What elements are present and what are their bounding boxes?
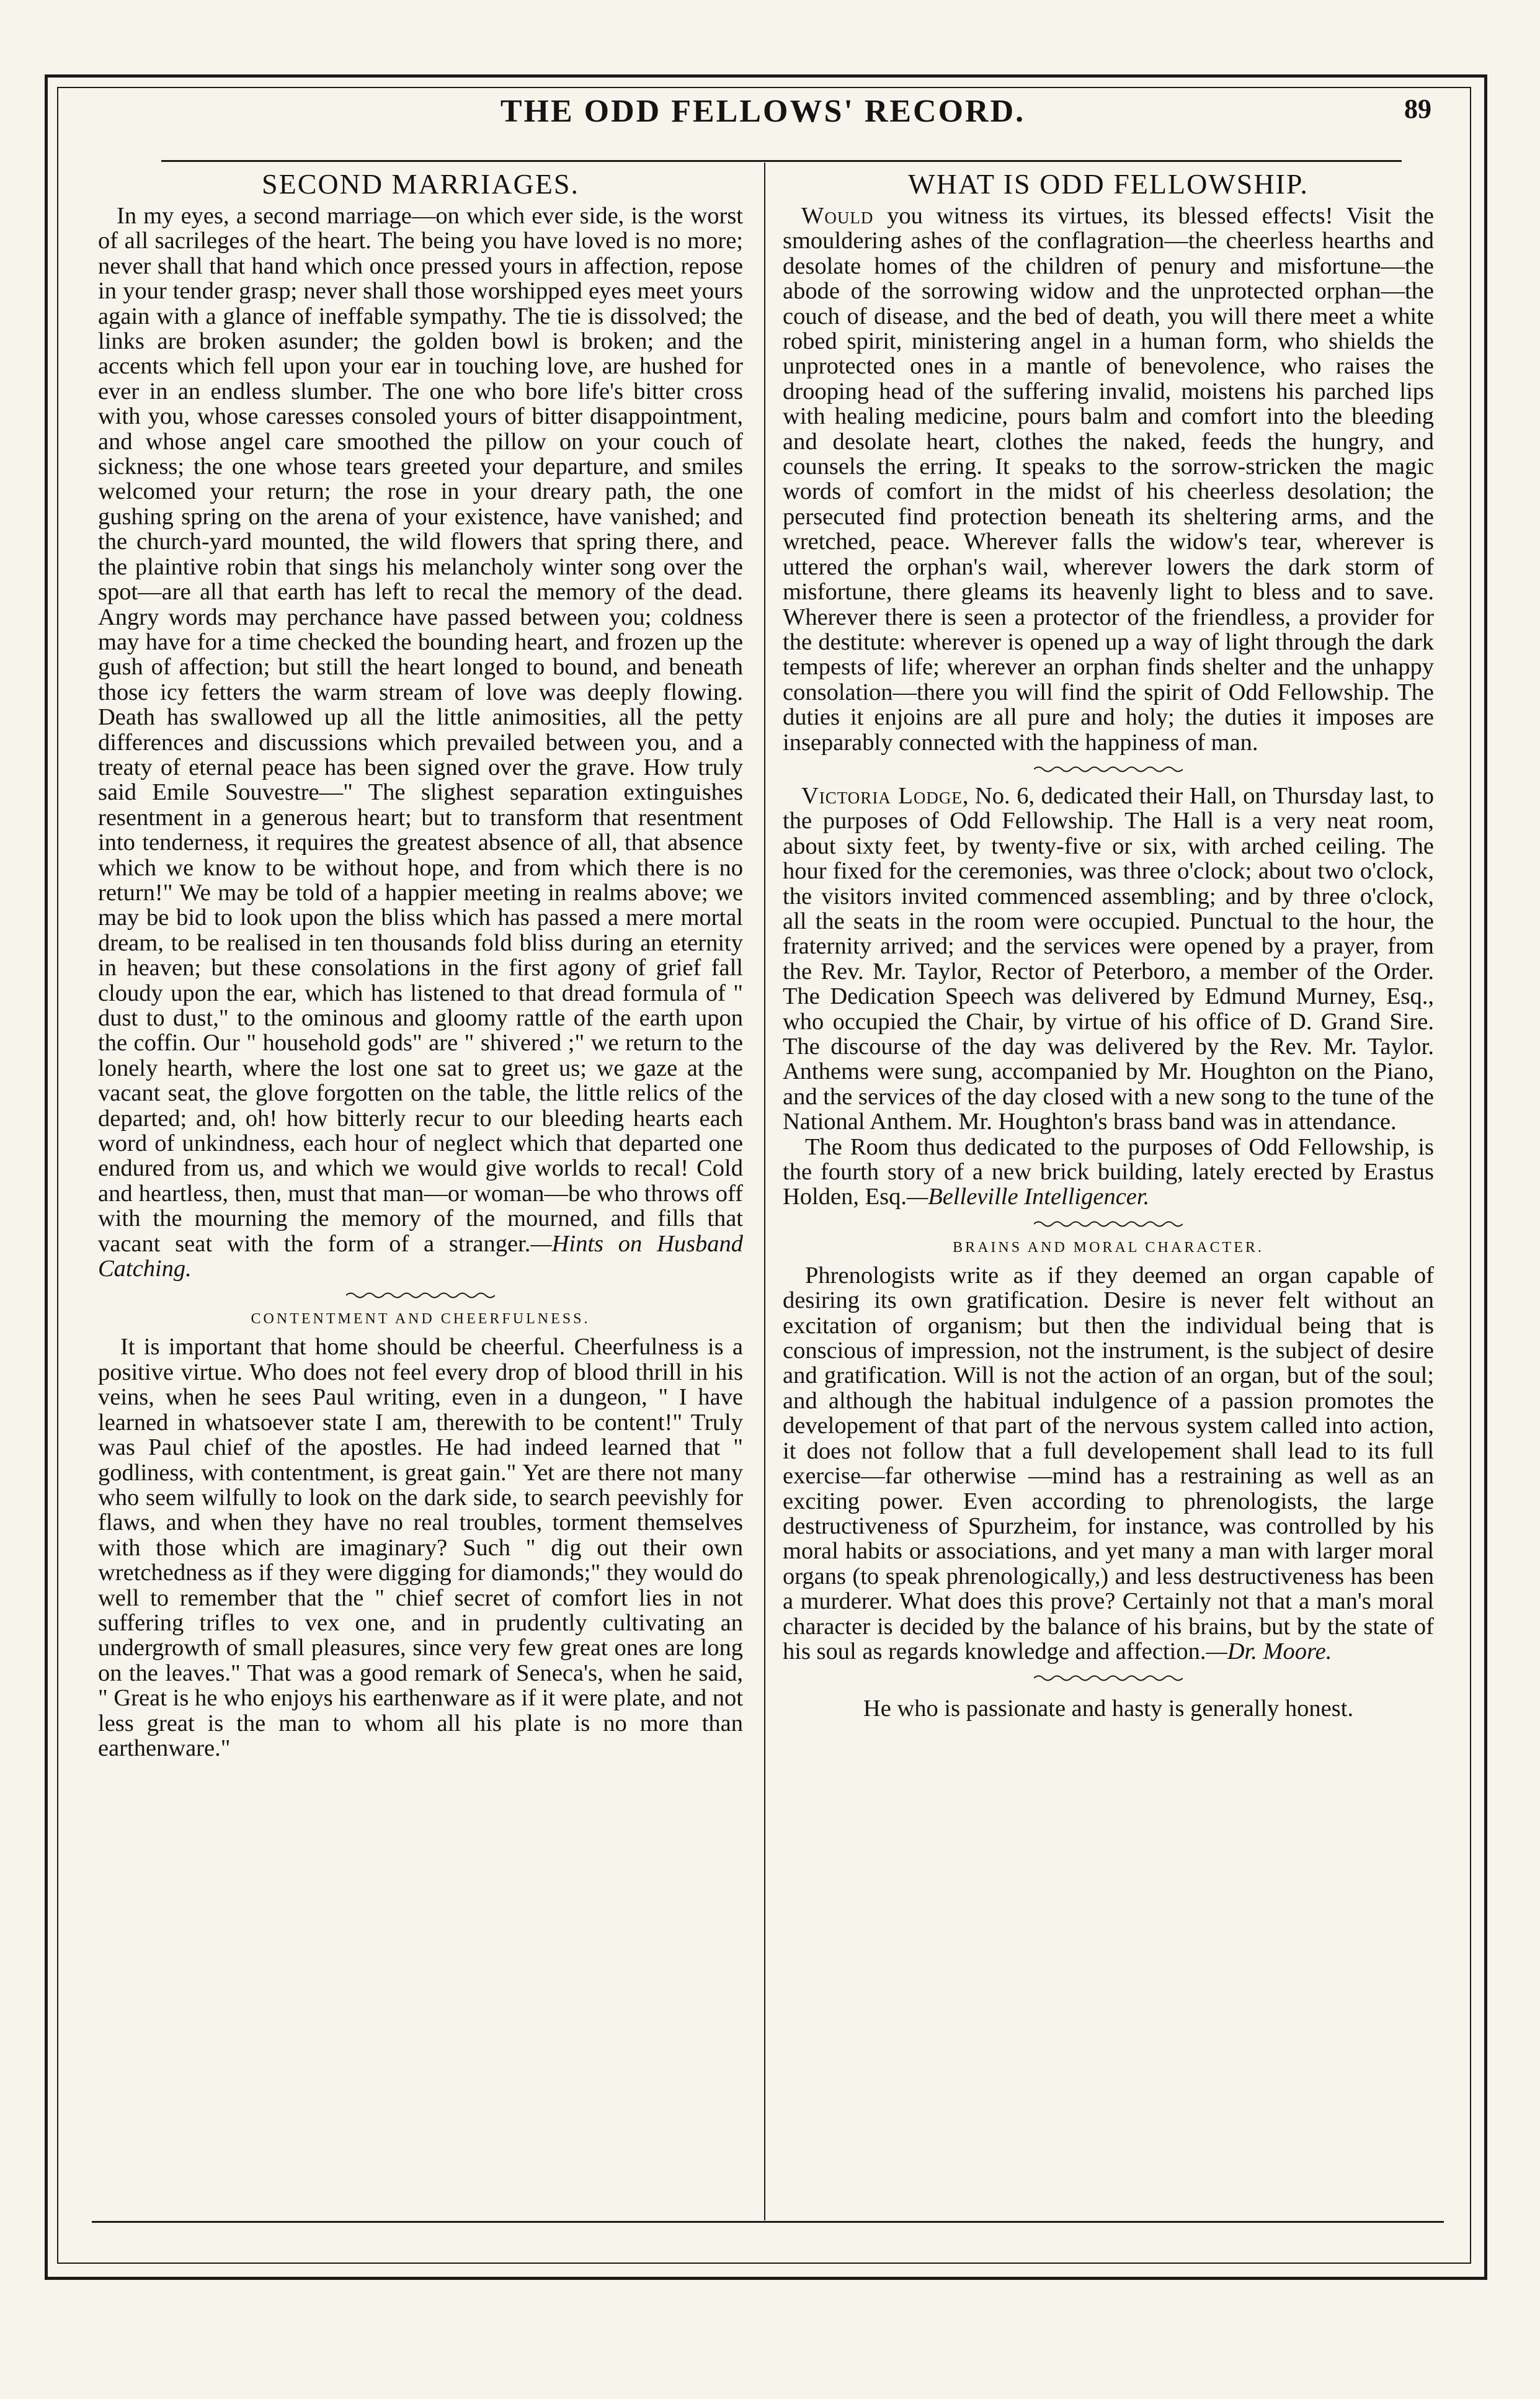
right-column [783, 169, 1434, 1722]
article-body: It is important that home should be cheerful. Cheerfulness is a positive virtue. Who does not feel every drop of blood thrill in his veins, when he sees Paul writing, even in a dungeon, " I have learned in whatsoever state I am, therewith to be content!" Truly was Paul chief of the apostles. He had indeed learned that " godliness, with contentment, is great gain." Yet are there not many who seem wilfully to look on the dark side, to search peevishly for flaws, and when they have no real troubles, torment themselves with those which are imaginary? Such " dig out their own wretchedness as if they were digging for diamonds;" they would do well to remember that the " chief secret of comfort lies in not suffering trifles to vex one, and in prudently cultivating an undergrowth of small pleasures, since very few great ones are long on the leaves." That was a good remark of Seneca's, when he said, " Great is he who enjoys his earthenware as if it were plate, and not less great is the man to whom all his plate is no more than earthenware." [98, 1334, 744, 1761]
article-text: Phrenologists write as if they deemed an organ capable of desiring its own gratification. Desire is never felt without an excitation of organism; but then the individual being that is conscious of impression, not the instrument, is the subject of desire and gratification. Will is not the action of an organ, but of the soul; and although the habitual indulgence of a passion promotes the developement of that part of the nervous system called into action, it does not follow that a full developement shall lead to its full exercise—far otherwise —mind has a restraining as well as an exciting power. Even according to phrenologists, the large destructiveness of Spurzheim, for instance, was controlled by his moral habits or associations, and yet many a man with larger moral organs (to speak phrenologically,) and less destructiveness has been a murderer. What does this prove? Certainly not that a man's moral character is decided by the balance of his brains, but by the state of his soul as regards knowledge and affection. [783, 1262, 1434, 1664]
article-text: , No. 6, dedicated their Hall, on Thursday last, to the purposes of Odd Fellowship. The Hall is a very neat room, about sixty feet, by twenty-five or six, with arched ceiling. The hour fixed for the ceremonies, was three o'clock; about two o'clock, the visitors invited commenced assembling; and by three o'clock, all the seats in the room were occupied. Punctual to the hour, the fraternity arrived; and the services were opened by a prayer, from the Rev. Mr. Taylor, Rector of Peterboro, a member of the Order. The Dedication Speech was delivered by Edmund Murney, Esq., who occupied the Chair, by virtue of his office of D. Grand Sire. The discourse of the day was delivered by the Rev. Mr. Taylor. Anthems were sung, accompanied by Mr. Houghton on the Piano, and the services of the day closed with a new song to the tune of the National Anthem. Mr. Houghton's brass band was in attendance. [783, 782, 1434, 1135]
article-text: you witness its virtues, its blessed effects! Visit the smouldering ashes of the conflagration—the cheerless hearths and desolate homes of the children of penury and misfortune—the abode of the sorrowing widow and the unprotected orphan—the couch of disease, and the bed of death, you will there meet a white robed spirit, ministering angel in a human form, who shields the unprotected ones in a mantle of benevolence, who raises the drooping head of the suffering invalid, moistens his parched lips with healing medicine, pours balm and comfort into the bleeding and desolate heart, clothes the naked, feeds the hungry, and counsels the erring. It speaks to the sorrow-stricken the magic words of comfort in the midst of his cheerless desolation; the persecuted find protection beneath its sheltering arms, and the wretched, peace. Wherever falls the widow's tear, wherever is uttered the orphan's wail, wherever lowers the dark storm of misfortune, there gleams its heavenly light to bless and to save. Wherever there is seen a protector of the friendless, a provider for the destitute: wherever is opened up a way of light through the dark tempests of life; wherever an orphan finds shelter and the unhappy consolation—there you will find the spirit of Odd Fellowship. The duties it enjoins are all pure and holy; the duties it imposes are inseparably connected with the happiness of man. [783, 203, 1434, 756]
closing-maxim: He who is passionate and hasty is generally honest. [863, 1695, 1354, 1722]
article-victoria-lodge [783, 784, 1434, 1210]
article-contentment [98, 1310, 743, 1761]
section-separator-ornament [1034, 1674, 1183, 1682]
lead-word: Victoria Lodge [801, 782, 963, 809]
column-divider [764, 163, 765, 2220]
footer-rule [92, 2221, 1444, 2223]
page-number: 89 [1404, 94, 1431, 124]
section-separator-ornament [346, 1291, 495, 1300]
article-heading: BRAINS AND MORAL CHARACTER. [953, 1239, 1264, 1256]
article-text: The Room thus dedicated to the purposes of Odd Fellowship, is the fourth story of a new brick building, lately erected by Erastus Holden, Esq. [783, 1133, 1434, 1210]
article-second-marriages [98, 169, 743, 1281]
article-body [98, 203, 743, 1281]
article-heading: CONTENTMENT AND CHEERFULNESS. [251, 1311, 590, 1328]
article-text: In my eyes, a second marriage—on which ever side, is the worst of all sacrileges of the heart. The being you have loved is no more; never shall that hand which once pressed yours in affection, repose in your tender grasp; never shall those worshipped eyes meet yours again with a glance of ineffable sympathy. The tie is dissolved; the links are broken asunder; the golden bowl is broken; and the accents which fell upon your ear in touching love, are hushed for ever in an endless slumber. The one who bore life's bitter cross with you, whose caresses consoled yours of bitter disappointment, and whose angel care smoothed the pillow on your couch of sickness; the one whose tears greeted your departure, and smiles welcomed your return; the rose in your dreary path, the one gushing spring on the arena of your existence, have vanished; and the church-yard mounted, the wild flowers that spring there, and the plaintive robin that sings his melancholy winter song over the spot—are all that earth has left to recal the memory of the dead. Angry words may perchance have passed between you; coldness may have for a time checked the bounding heart, and frozen up the gush of affection; but still the heart longed to bound, and beneath those icy fetters the warm stream of love was deeply flowing. Death has swallowed up all the little animosities, all the petty differences and discussions which prevailed between you, and a treaty of eternal peace has been signed over the grave. How truly said Emile Souvestre—" The slighest separation extinguishes resentment in a generous heart; but to transform that resentment into tenderness, it requires the greatest absence of all, that absence which we know to be without hope, and from which there is no return!" We may be told of a happier meeting in realms above; we may be bid to look upon the bliss which has passed a mere mortal dream, to be realised in ten thousands fold bliss during an eternity in heaven; but these consolations in the first agony of grief fall cloudy upon the ear, which has listened to that dread formula of " dust to dust," to the ominous and gloomy rattle of the earth upon the coffin. Our " household gods" are " shivered ;" we return to the lonely hearth, where the lost one sat to greet us; we gaze at the vacant seat, the glove forgotten on the table, the little relics of the departed; and, oh! how bitterly recur to our bleeding hearts each word of unkindness, each hour of neglect which that departed one endured from us, and which we would give worlds to recal! Cold and heartless, then, must that man—or woman—be who throws off with the mourning the memory of the mourned, and fills that vacant seat with the form of a stranger. [98, 203, 743, 1257]
running-header [57, 93, 1469, 149]
article-source: —Dr. Moore. [1206, 1638, 1332, 1664]
article-body [783, 784, 1434, 1135]
lead-word: Would [801, 203, 874, 229]
section-separator-ornament [1034, 765, 1183, 774]
article-brains [783, 1238, 1434, 1664]
article-source: —Hints on Husband Catching. [98, 1230, 744, 1282]
left-column [98, 169, 743, 1761]
header-rule [161, 160, 1402, 162]
section-separator-ornament [1034, 1220, 1183, 1228]
article-heading: SECOND MARRIAGES. [262, 168, 579, 200]
article-heading: WHAT IS ODD FELLOWSHIP. [908, 168, 1309, 200]
article-body [783, 203, 1434, 755]
article-odd-fellowship [783, 169, 1434, 755]
running-title: THE ODD FELLOWS' RECORD. [500, 94, 1026, 129]
article-body [783, 1135, 1434, 1210]
article-body [783, 1263, 1434, 1664]
article-source: —Belleville Intelligencer. [906, 1184, 1150, 1210]
